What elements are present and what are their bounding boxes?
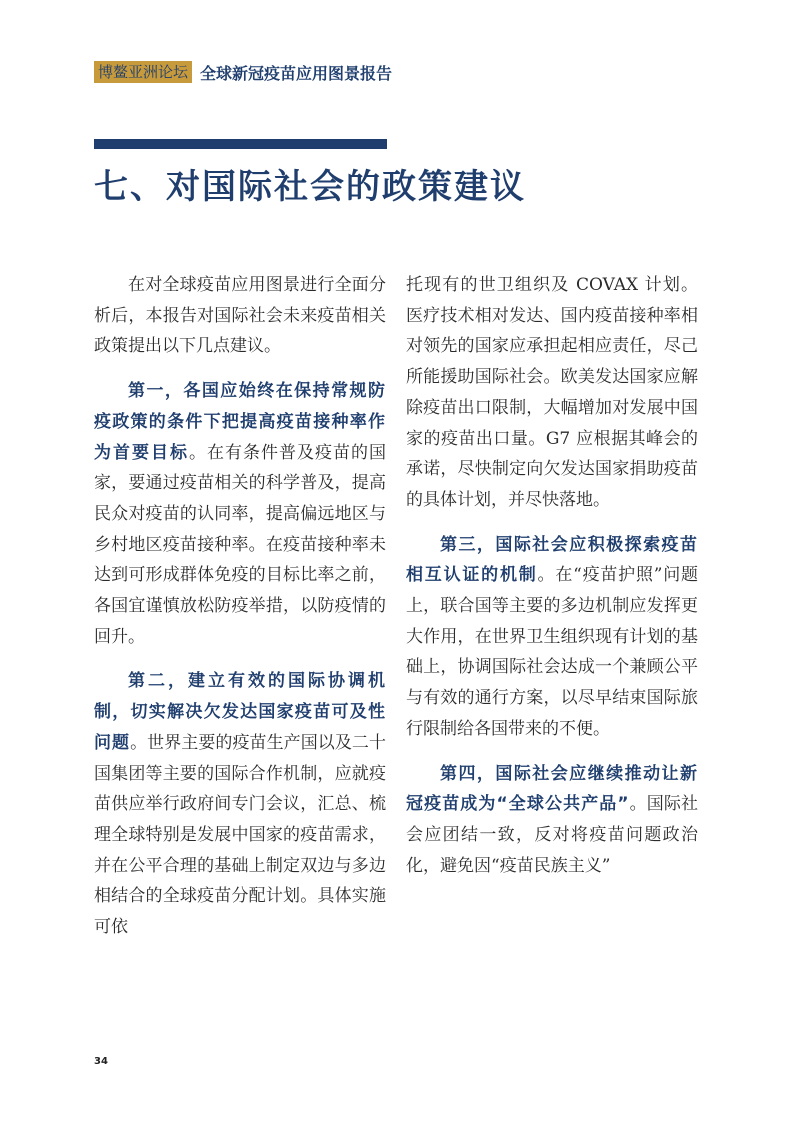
intro-paragraph: 在对全球疫苗应用图景进行全面分析后，本报告对国际社会未来疫苗相关政策提出以下几点建议。: [94, 275, 386, 357]
recommendation-3: [406, 530, 698, 745]
recommendation-1: [94, 376, 386, 652]
recommendation-4-body: 。国际社会应团结一致，反对将疫苗问题政治化，避免因“疫苗民族主义”: [406, 794, 698, 876]
recommendation-2-lead: 第二，建立有效的国际协调机制，切实解决欠发达国家疫苗可及性问题: [94, 671, 386, 753]
right-column: [406, 270, 698, 895]
org-badge: 博鳌亚洲论坛: [94, 61, 192, 83]
recommendation-2-continued: 托现有的世卫组织及 COVAX 计划。医疗技术相对发达、国内疫苗接种率相对领先的国家应承担起相应责任，尽己所能援助国际社会。欧美发达国家应解除疫苗出口限制，大幅增加对发展中国家的疫苗出口量。G7 应根据其峰会的承诺，尽快制定向欠发达国家捐助疫苗的具体计划，并尽快落地。: [406, 275, 698, 510]
page-number: 34: [94, 1056, 108, 1067]
section-title-bar: [94, 139, 387, 149]
recommendation-2: [94, 666, 386, 942]
recommendation-3-lead: 第三，国际社会应积极探索疫苗相互认证的机制: [406, 534, 698, 586]
page-header: [94, 61, 392, 83]
left-column: [94, 270, 386, 957]
recommendation-3-body: 。在“疫苗护照”问题上，联合国等主要的多边机制应发挥更大作用，在世界卫生组织现有计划的基础上，协调国际社会达成一个兼顾公平与有效的通行方案，以尽早结束国际旅行限制给各国带来的不便。: [406, 565, 699, 739]
recommendation-2-body: 。世界主要的疫苗生产国以及二十国集团等主要的国际合作机制，应就疫苗供应举行政府间专门会议，汇总、梳理全球特别是发展中国家的疫苗需求，并在公平合理的基础上制定双边与多边相结合的全球疫苗分配计划。具体实施可依: [94, 732, 386, 938]
recommendation-1-body: 。在有条件普及疫苗的国家，要通过疫苗相关的科学普及，提高民众对疫苗的认同率，提高偏远地区与乡村地区疫苗接种率。在疫苗接种率未达到可形成群体免疫的目标比率之前，各国宜谨慎放松防疫举措，以防疫情的回升。: [94, 442, 386, 647]
recommendation-4: [406, 759, 698, 882]
recommendation-1-lead: 第一，各国应始终在保持常规防疫政策的条件下把提高疫苗接种率作为首要目标: [94, 381, 386, 463]
recommendation-4-lead: 第四，国际社会应继续推动让新冠疫苗成为“全球公共产品”: [406, 763, 698, 815]
report-title: 全球新冠疫苗应用图景报告: [200, 63, 393, 83]
section-title: 七、对国际社会的政策建议: [94, 167, 526, 207]
